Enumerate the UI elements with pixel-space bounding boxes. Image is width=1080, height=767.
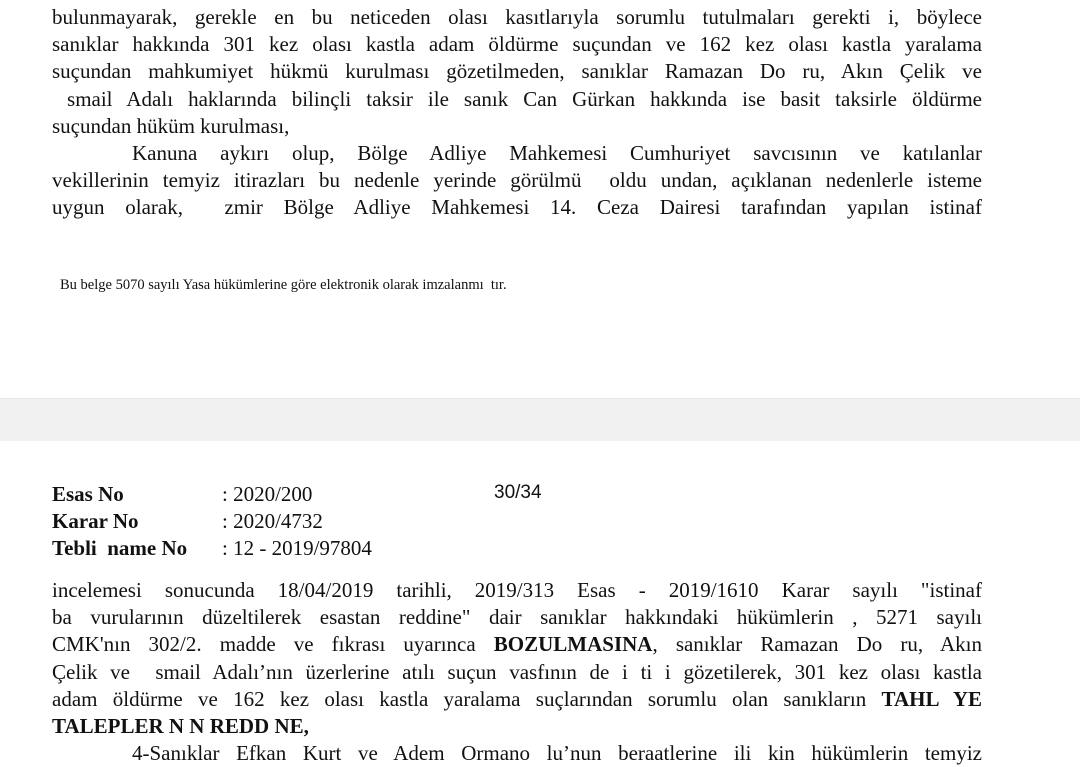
text-segment: adam öldürme ve 162 kez olası kastla yaralama suçlarından sorumlu olan sanıkların bbox=[52, 686, 882, 711]
text-line bbox=[52, 713, 982, 740]
tebliname-value: : 12 - 2019/97804 bbox=[222, 536, 372, 560]
text-line: uygun olarak, zmir Bölge Adliye Mahkemesi 14. Ceza Dairesi tarafından yapılan istinaf bbox=[52, 195, 982, 220]
bold-text: BOZULMASINA bbox=[493, 632, 653, 657]
text-line: vekillerinin temyiz itirazları bu nedenle yerinde görülmü oldu undan, açıklanan nedenlerle isteme bbox=[52, 168, 982, 193]
page-separator bbox=[0, 398, 1080, 442]
text-line: suçundan mahkumiyet hükmü kurulması gözetilmeden, sanıklar Ramazan Do ru, Akın Çelik ve bbox=[52, 59, 982, 84]
text-segment: , sanıklar Ramazan Do ru, Akın bbox=[652, 632, 982, 657]
text-line bbox=[52, 686, 982, 713]
text-line: smail Adalı haklarında bilinçli taksir ile sanık Can Gürkan hakkında ise basit taksirle öldürme bbox=[52, 86, 982, 111]
text-line: suçundan hüküm kurulması, bbox=[52, 113, 290, 138]
text-line: sanıklar hakkında 301 kez olası kastla adam öldürme suçundan ve 162 kez olası kastla yaralama bbox=[52, 32, 982, 57]
bold-text: TAHL YE bbox=[881, 686, 982, 711]
text-line bbox=[52, 631, 982, 658]
page-indicator: 30/34 bbox=[494, 482, 542, 503]
text-line: Kanuna aykırı olup, Bölge Adliye Mahkemesi Cumhuriyet savcısının ve katılanlar bbox=[132, 141, 982, 166]
tebliname-label: Tebli name No bbox=[52, 536, 188, 560]
text-line: ba vurularının düzeltilerek esastan reddine" dair sanıklar hakkındaki hükümlerin , 5271 sayılı bbox=[52, 605, 982, 630]
text-segment: CMK'nın 302/2. madde ve fıkrası uyarınca bbox=[52, 632, 494, 657]
text-line: bulunmayarak, gerekle en bu neticeden olası kasıtlarıyla sorumlu tutulmaları gerekti i, böylece bbox=[52, 5, 982, 29]
upper-page-body bbox=[52, 4, 982, 222]
bold-text: TALEPLER N N REDD NE, bbox=[52, 714, 309, 739]
lower-page-body bbox=[52, 577, 982, 767]
esas-value: : 2020/200 bbox=[222, 482, 313, 506]
esas-label: Esas No bbox=[52, 482, 124, 506]
karar-label: Karar No bbox=[52, 509, 139, 533]
e-signature-note: Bu belge 5070 sayılı Yasa hükümlerine göre elektronik olarak imzalanmı tır. bbox=[60, 277, 507, 293]
karar-value: : 2020/4732 bbox=[222, 509, 323, 533]
text-line: incelemesi sonucunda 18/04/2019 tarihli, 2019/313 Esas - 2019/1610 Karar sayılı "istinaf bbox=[52, 578, 982, 602]
text-line: 4-Sanıklar Efkan Kurt ve Adem Ormano lu’nun beraatlerine ili kin hükümlerin temyiz bbox=[132, 741, 982, 766]
text-line: Çelik ve smail Adalı’nın üzerlerine atılı suçun vasfının de i ti i gözetilerek, 301 kez olası kastla bbox=[52, 659, 982, 684]
